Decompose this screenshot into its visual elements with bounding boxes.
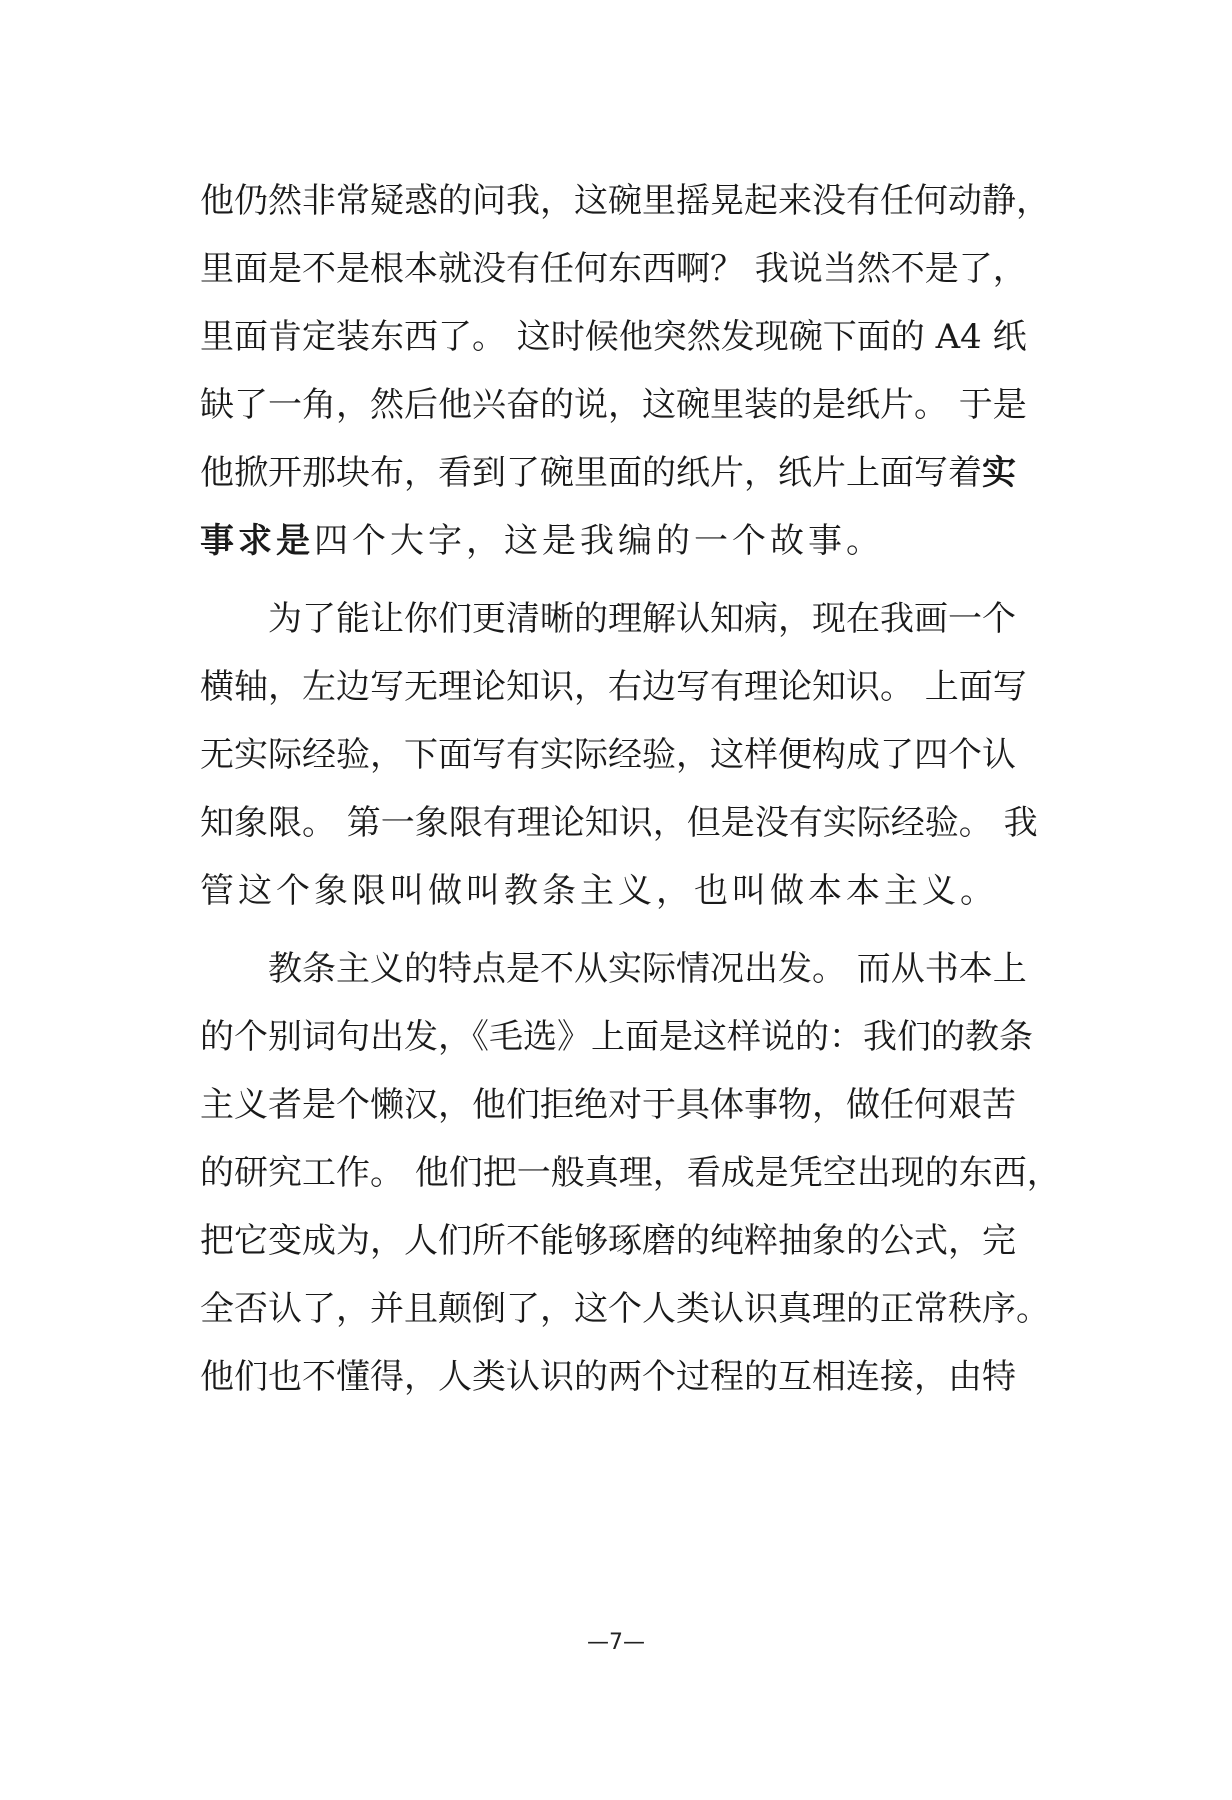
paragraph-1-line-5 xyxy=(200,448,1016,498)
paragraph-1-line-1: 他仍然非常疑惑的问我，这碗里摇晃起来没有任何动静， xyxy=(200,181,1050,221)
paragraph-3-line-1: 教条主义的特点是不从实际情况出发。 而从书本上 xyxy=(268,949,1027,989)
line-text: 四个大字，这是我编的一个故事。 xyxy=(314,521,884,561)
paragraph-3-line-4: 的研究工作。 他们把一般真理，看成是凭空出现的东西， xyxy=(200,1153,1061,1193)
paragraph-1-line-3: 里面肯定装东西了。 这时候他突然发现碗下面的 A4 纸 xyxy=(200,317,1027,357)
paragraph-3-line-6: 全否认了，并且颠倒了，这个人类认识真理的正常秩序。 xyxy=(200,1289,1050,1329)
paragraph-3-line-5: 把它变成为，人们所不能够琢磨的纯粹抽象的公式，完 xyxy=(200,1221,1016,1261)
paragraph-2-line-1: 为了能让你们更清晰的理解认知病，现在我画一个 xyxy=(268,599,1016,639)
paragraph-2-line-3: 无实际经验，下面写有实际经验，这样便构成了四个认 xyxy=(200,735,1016,775)
page-number: —7— xyxy=(587,1630,645,1655)
bold-phrase-shiqiushi: 事求是 xyxy=(200,521,314,561)
paragraph-1-line-2: 里面是不是根本就没有任何东西啊？ 我说当然不是了， xyxy=(200,249,1027,289)
paragraph-2-line-4: 知象限。 第一象限有理论知识，但是没有实际经验。 我 xyxy=(200,803,1038,843)
bold-phrase-shi: 实 xyxy=(982,453,1016,493)
paragraph-2-line-5: 管这个象限叫做叫教条主义，也叫做本本主义。 xyxy=(200,871,998,911)
paragraph-3-line-2: 的个别词句出发，《毛选》上面是这样说的：我们的教条 xyxy=(200,1017,1033,1057)
paragraph-3-line-7: 他们也不懂得，人类认识的两个过程的互相连接，由特 xyxy=(200,1357,1016,1397)
paragraph-2-line-2: 横轴，左边写无理论知识，右边写有理论知识。 上面写 xyxy=(200,667,1027,707)
paragraph-1-line-4: 缺了一角，然后他兴奋的说，这碗里装的是纸片。 于是 xyxy=(200,385,1027,425)
paragraph-3-line-3: 主义者是个懒汉，他们拒绝对于具体事物，做任何艰苦 xyxy=(200,1085,1016,1125)
line-text: 他掀开那块布，看到了碗里面的纸片，纸片上面写着 xyxy=(200,453,982,493)
paragraph-1-line-6 xyxy=(200,516,1000,566)
